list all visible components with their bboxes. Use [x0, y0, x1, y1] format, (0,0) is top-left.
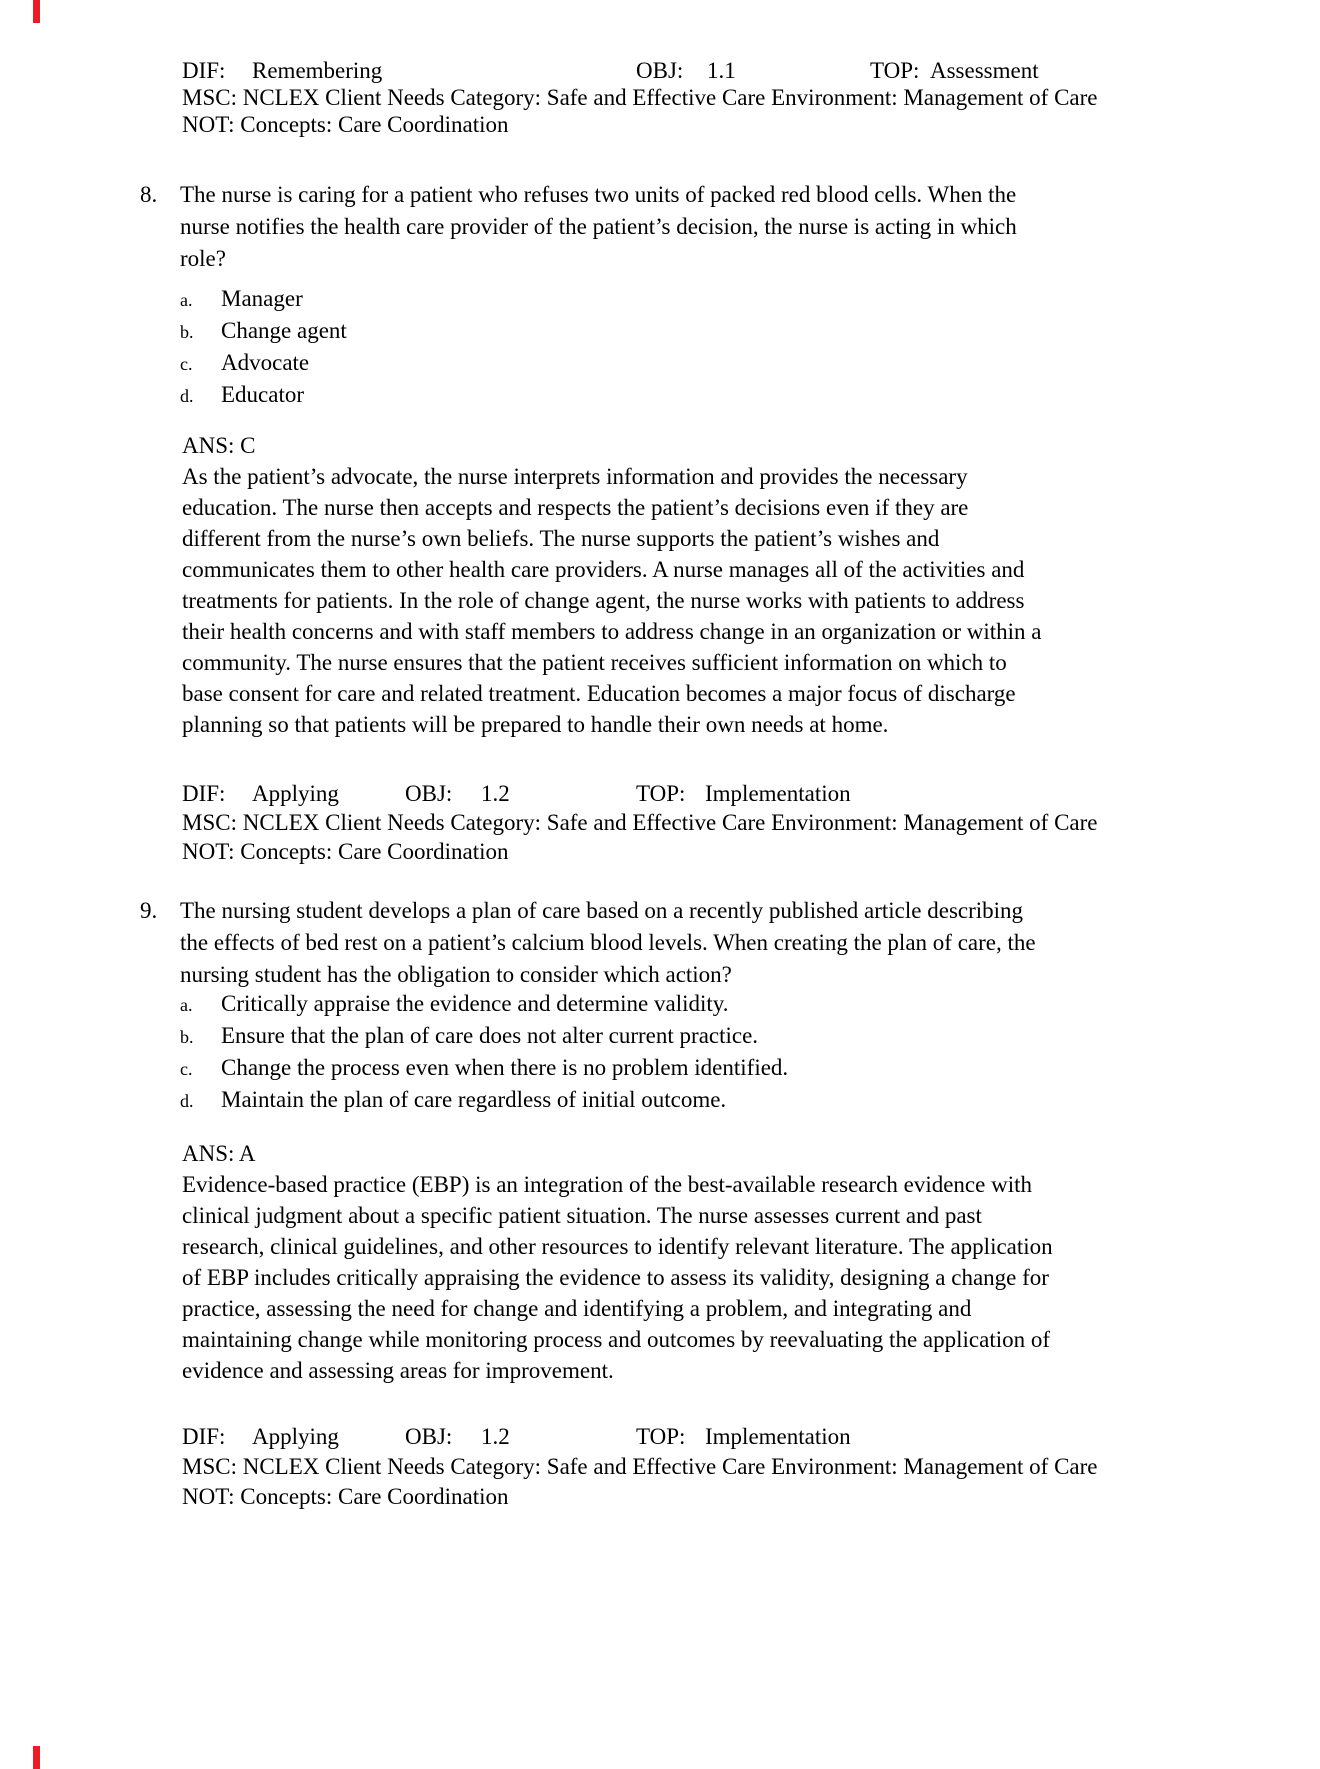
- option-letter: a.: [180, 290, 193, 310]
- option-letter: d.: [180, 1091, 194, 1111]
- option-d: [180, 1084, 788, 1116]
- top-label: TOP:: [636, 1424, 686, 1449]
- dif-label: DIF:: [182, 58, 226, 83]
- not-line: NOT: Concepts: Care Coordination: [182, 1484, 509, 1509]
- question-8-line: nurse notifies the health care provider of the patient’s decision, the nurse is acting in which: [180, 214, 1017, 239]
- question-8-stem: [140, 179, 1017, 275]
- option-letter: a.: [180, 995, 193, 1015]
- rationale-line: maintaining change while monitoring process and outcomes by reevaluating the application of: [182, 1327, 1051, 1352]
- obj-value: 1.2: [481, 1424, 510, 1449]
- question-9-metadata: [182, 1422, 1098, 1512]
- top-value: Implementation: [705, 781, 851, 806]
- dif-obj-top-row: [182, 779, 1098, 808]
- msc-line: MSC: NCLEX Client Needs Category: Safe and Effective Care Environment: Management of Care: [182, 810, 1098, 835]
- question-9-line: the effects of bed rest on a patient’s calcium blood levels. When creating the plan of care, the: [180, 930, 1036, 955]
- answer-line: ANS: C: [182, 433, 256, 458]
- rationale-line: planning so that patients will be prepared to handle their own needs at home.: [182, 712, 889, 737]
- option-a: [180, 988, 788, 1020]
- dif-obj-top-row: [182, 1422, 1098, 1452]
- rationale-line: As the patient’s advocate, the nurse interprets information and provides the necessary: [182, 464, 968, 489]
- dif-value: Remembering: [252, 58, 383, 83]
- option-a: [180, 283, 347, 315]
- option-d: [180, 379, 347, 411]
- top-value: Implementation: [705, 1424, 851, 1449]
- option-c: [180, 347, 347, 379]
- top-value: Assessment: [930, 58, 1039, 83]
- question-9-line: nursing student has the obligation to consider which action?: [180, 962, 732, 987]
- left-edge-marker-bottom: [33, 1746, 40, 1769]
- option-letter: d.: [180, 386, 194, 406]
- dif-value: Applying: [252, 781, 339, 806]
- question-9-answer-block: [182, 1138, 1053, 1386]
- question-9-options: [180, 988, 788, 1116]
- option-letter: c.: [180, 354, 193, 374]
- option-c: [180, 1052, 788, 1084]
- rationale-line: evidence and assessing areas for improvement.: [182, 1358, 614, 1383]
- rationale-line: practice, assessing the need for change and identifying a problem, and integrating and: [182, 1296, 972, 1321]
- rationale-line: treatments for patients. In the role of change agent, the nurse works with patients to address: [182, 588, 1025, 613]
- left-edge-marker-top: [33, 0, 40, 23]
- question-8-number: 8.: [140, 182, 158, 207]
- rationale-line: Evidence-based practice (EBP) is an integration of the best-available research evidence with: [182, 1172, 1032, 1197]
- top-label: TOP:: [636, 781, 686, 806]
- option-text: Ensure that the plan of care does not alter current practice.: [221, 1023, 759, 1048]
- rationale-line: different from the nurse’s own beliefs. The nurse supports the patient’s wishes and: [182, 526, 940, 551]
- rationale-line: their health concerns and with staff members to address change in an organization or within a: [182, 619, 1042, 644]
- question-9-line: [140, 895, 1036, 927]
- question-9-text: The nursing student develops a plan of care based on a recently published article describing: [180, 898, 1024, 923]
- rationale-line: education. The nurse then accepts and respects the patient’s decisions even if they are: [182, 495, 969, 520]
- question-8-metadata: [182, 779, 1098, 866]
- option-text: Critically appraise the evidence and determine validity.: [221, 991, 729, 1016]
- rationale-line: research, clinical guidelines, and other resources to identify relevant literature. The application: [182, 1234, 1053, 1259]
- obj-label: OBJ:: [405, 1424, 453, 1449]
- option-letter: b.: [180, 322, 194, 342]
- msc-line: MSC: NCLEX Client Needs Category: Safe and Effective Care Environment: Management of Care: [182, 85, 1098, 110]
- not-line: NOT: Concepts: Care Coordination: [182, 112, 509, 137]
- dif-obj-top-row: [182, 57, 1098, 84]
- dif-value: Applying: [252, 1424, 339, 1449]
- top-label: TOP:: [870, 58, 920, 83]
- not-line: NOT: Concepts: Care Coordination: [182, 839, 509, 864]
- rationale-line: clinical judgment about a specific patient situation. The nurse assesses current and past: [182, 1203, 982, 1228]
- question7-metadata: [182, 57, 1098, 138]
- option-text: Change agent: [221, 318, 347, 343]
- obj-label: OBJ:: [636, 58, 684, 83]
- rationale-line: communicates them to other health care providers. A nurse manages all of the activities and: [182, 557, 1025, 582]
- option-text: Manager: [221, 286, 303, 311]
- rationale-line: base consent for care and related treatment. Education becomes a major focus of discharge: [182, 681, 1016, 706]
- question-8-line: role?: [180, 246, 226, 271]
- option-b: [180, 315, 347, 347]
- obj-label: OBJ:: [405, 781, 453, 806]
- rationale-line: of EBP includes critically appraising the evidence to assess its validity, designing a change for: [182, 1265, 1049, 1290]
- question-8-options: [180, 283, 347, 411]
- option-text: Change the process even when there is no problem identified.: [221, 1055, 789, 1080]
- question-8-answer-block: [182, 430, 1041, 740]
- answer-line: ANS: A: [182, 1141, 256, 1166]
- dif-label: DIF:: [182, 781, 226, 806]
- dif-label: DIF:: [182, 1424, 226, 1449]
- question-8-line: [140, 179, 1017, 211]
- msc-line: MSC: NCLEX Client Needs Category: Safe and Effective Care Environment: Management of Care: [182, 1454, 1098, 1479]
- question-9-stem: [140, 895, 1036, 991]
- option-text: Maintain the plan of care regardless of initial outcome.: [221, 1087, 727, 1112]
- option-letter: c.: [180, 1059, 193, 1079]
- obj-value: 1.2: [481, 781, 510, 806]
- rationale-line: community. The nurse ensures that the patient receives sufficient information on which to: [182, 650, 1007, 675]
- option-text: Advocate: [221, 350, 310, 375]
- option-text: Educator: [221, 382, 305, 407]
- option-b: [180, 1020, 788, 1052]
- question-8-text: The nurse is caring for a patient who refuses two units of packed red blood cells. When the: [180, 182, 1017, 207]
- question-9-number: 9.: [140, 898, 158, 923]
- option-letter: b.: [180, 1027, 194, 1047]
- obj-value: 1.1: [707, 58, 736, 83]
